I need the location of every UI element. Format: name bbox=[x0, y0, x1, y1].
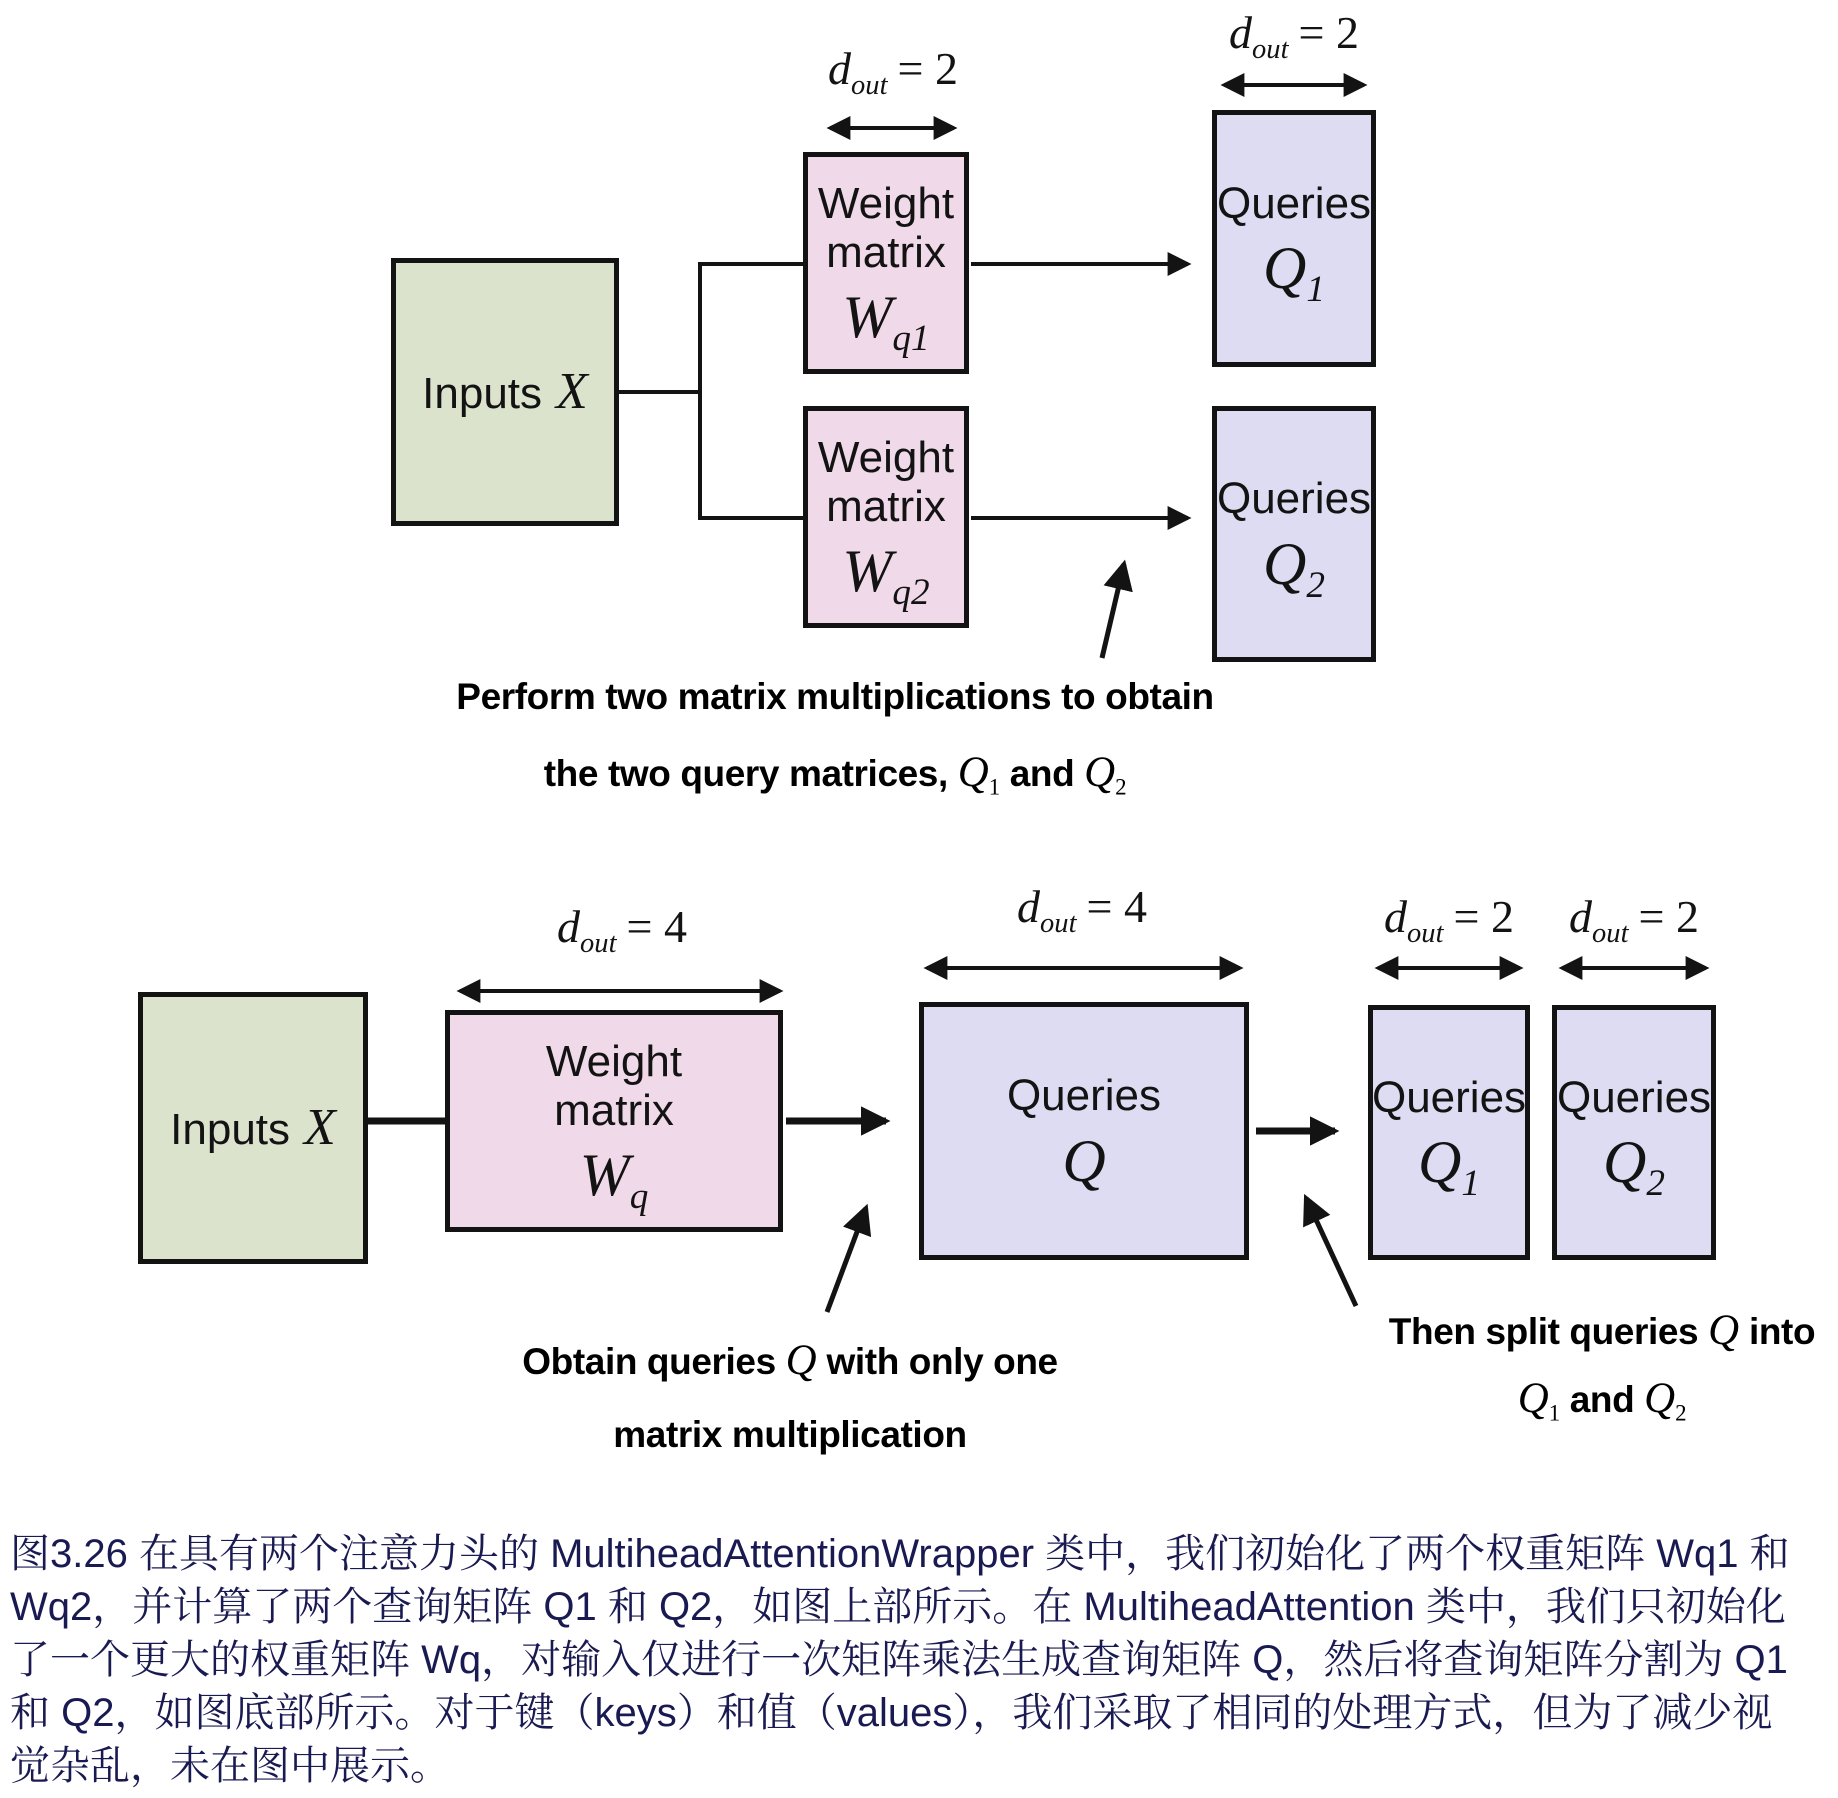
annotation-arrow-bottom-left bbox=[827, 1208, 866, 1312]
annotation-arrow-bottom-right bbox=[1306, 1198, 1356, 1306]
wq1-symbol: $W_{q1}$ bbox=[842, 284, 930, 360]
inputs-x-symbol: X bbox=[304, 1098, 336, 1156]
queries-q-box: Queries Q bbox=[919, 1002, 1249, 1260]
queries-q1-box-bottom: Queries $Q_1$ bbox=[1368, 1005, 1530, 1260]
bottom-right-caption-line1: Then split queries Q into bbox=[1388, 1307, 1816, 1354]
dout-label-q1-top: $d_{out} = 2$ bbox=[1229, 7, 1359, 66]
q2-symbol-top: $Q_2$ bbox=[1263, 530, 1325, 606]
q1-symbol-top: $Q_1$ bbox=[1263, 235, 1325, 311]
q2-symbol-bottom: $Q_2$ bbox=[1603, 1129, 1665, 1205]
weight-matrix-wq1-box: Weight matrix $W_{q1}$ bbox=[803, 152, 969, 374]
q-symbol: Q bbox=[1062, 1127, 1106, 1194]
inputs-x-box-top bbox=[391, 258, 619, 526]
caption-line: 觉杂乱，未在图中展示。 bbox=[10, 1744, 450, 1788]
wq2-symbol: $W_{q2}$ bbox=[842, 538, 930, 614]
queries-q1-box-top: Queries $Q_1$ bbox=[1212, 110, 1376, 367]
caption-line: 图3.26 在具有两个注意力头的 MultiheadAttentionWrapper 类中，我们初始化了两个权重矩阵 Wq1 和 bbox=[10, 1532, 1790, 1576]
inputs-x-box-bottom bbox=[138, 992, 368, 1264]
inputs-label: Inputs bbox=[170, 1104, 291, 1154]
queries-q2-box-top: Queries $Q_2$ bbox=[1212, 406, 1376, 662]
dout-label-q: $d_{out} = 4$ bbox=[1017, 881, 1147, 940]
dout-label-wq1: $d_{out} = 2$ bbox=[828, 43, 958, 102]
top-branch-connector bbox=[617, 262, 803, 520]
dout-label-q2-bottom: $d_{out} = 2$ bbox=[1569, 891, 1699, 950]
weight-matrix-wq2-box: Weight matrix $W_{q2}$ bbox=[803, 406, 969, 628]
caption-line: Wq2，并计算了两个查询矩阵 Q1 和 Q2，如图上部所示。在 MultiheadAttention 类中，我们只初始化 bbox=[10, 1585, 1786, 1629]
bottom-left-caption-line1: Obtain queries Q with only one bbox=[522, 1337, 1058, 1384]
top-caption-line2: the two query matrices, $Q_1$ and $Q_2$ bbox=[543, 749, 1127, 800]
inputs-label: Inputs bbox=[422, 368, 543, 418]
weight-matrix-wq-box: Weight matrix $W_q$ bbox=[445, 1010, 783, 1232]
caption-line: 了一个更大的权重矩阵 Wq，对输入仅进行一次矩阵乘法生成查询矩阵 Q，然后将查询矩阵分割为 Q1 bbox=[10, 1638, 1788, 1682]
top-caption-line1: Perform two matrix multiplications to obtain bbox=[456, 676, 1214, 717]
inputs-x-symbol: X bbox=[556, 362, 588, 420]
bottom-left-caption-line2: matrix multiplication bbox=[613, 1414, 967, 1455]
dout-label-wq: $d_{out} = 4$ bbox=[557, 901, 687, 960]
dout-label-q1-bottom: $d_{out} = 2$ bbox=[1384, 891, 1514, 950]
wq-symbol: $W_q$ bbox=[579, 1142, 649, 1218]
bottom-right-caption-line2: $Q_1$ and $Q_2$ bbox=[1517, 1375, 1687, 1426]
queries-q2-box-bottom: Queries $Q_2$ bbox=[1552, 1005, 1716, 1260]
q1-symbol-bottom: $Q_1$ bbox=[1418, 1129, 1480, 1205]
annotation-arrow-top bbox=[1102, 564, 1124, 658]
caption-line: 和 Q2，如图底部所示。对于键（keys）和值（values），我们采取了相同的处理方式，但为了减少视 bbox=[10, 1691, 1773, 1735]
